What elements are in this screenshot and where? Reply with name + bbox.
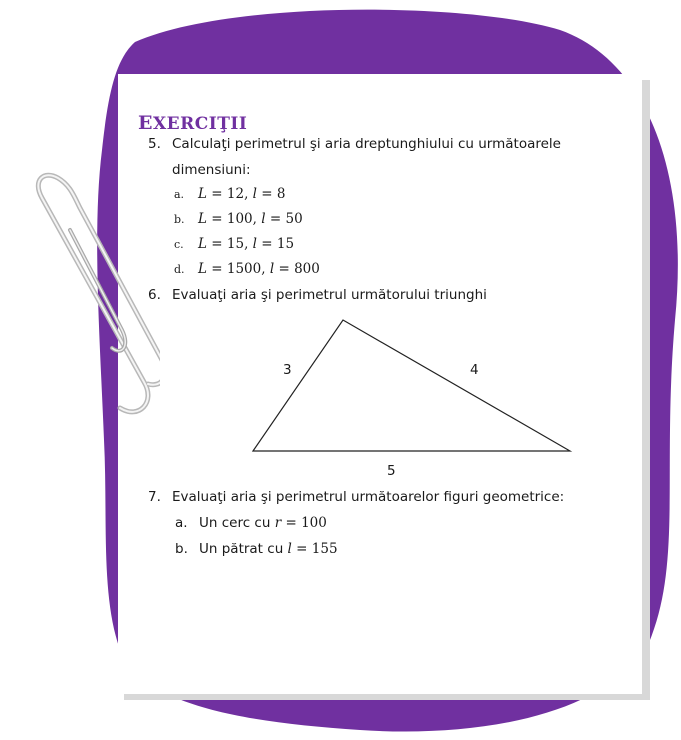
question-number: 6. [148,287,161,303]
question-text: Evaluaţi aria şi perimetrul următorului triunghi [172,287,487,303]
triangle-side-right-label: 4 [470,362,479,378]
question-6 [148,286,628,306]
question-text: Evaluaţi aria şi perimetrul următoarelor figuri geometrice: [172,489,565,505]
section-title: EXERCIŢII [138,112,248,134]
triangle-side-left-label: 3 [283,362,292,378]
list-item: a. Un cerc cu r = 100 [175,515,327,531]
question-number: 7. [148,489,161,505]
list-item: d. L = 1500, l = 800 [174,261,320,277]
triangle-side-bottom-label: 5 [387,463,396,479]
question-5 [148,135,628,179]
list-item: c. L = 15, l = 15 [174,236,295,252]
question-7 [148,488,628,508]
question-text-line1: Calculaţi perimetrul şi aria dreptunghiului cu următoarele [172,136,561,152]
paperclip-icon [30,170,160,430]
list-item: b. Un pătrat cu l = 155 [175,541,338,557]
question-number: 5. [148,136,161,152]
list-item: a. L = 12, l = 8 [174,186,286,202]
list-item: b. L = 100, l = 50 [174,211,303,227]
question-text-line2: dimensiuni: [172,162,251,178]
